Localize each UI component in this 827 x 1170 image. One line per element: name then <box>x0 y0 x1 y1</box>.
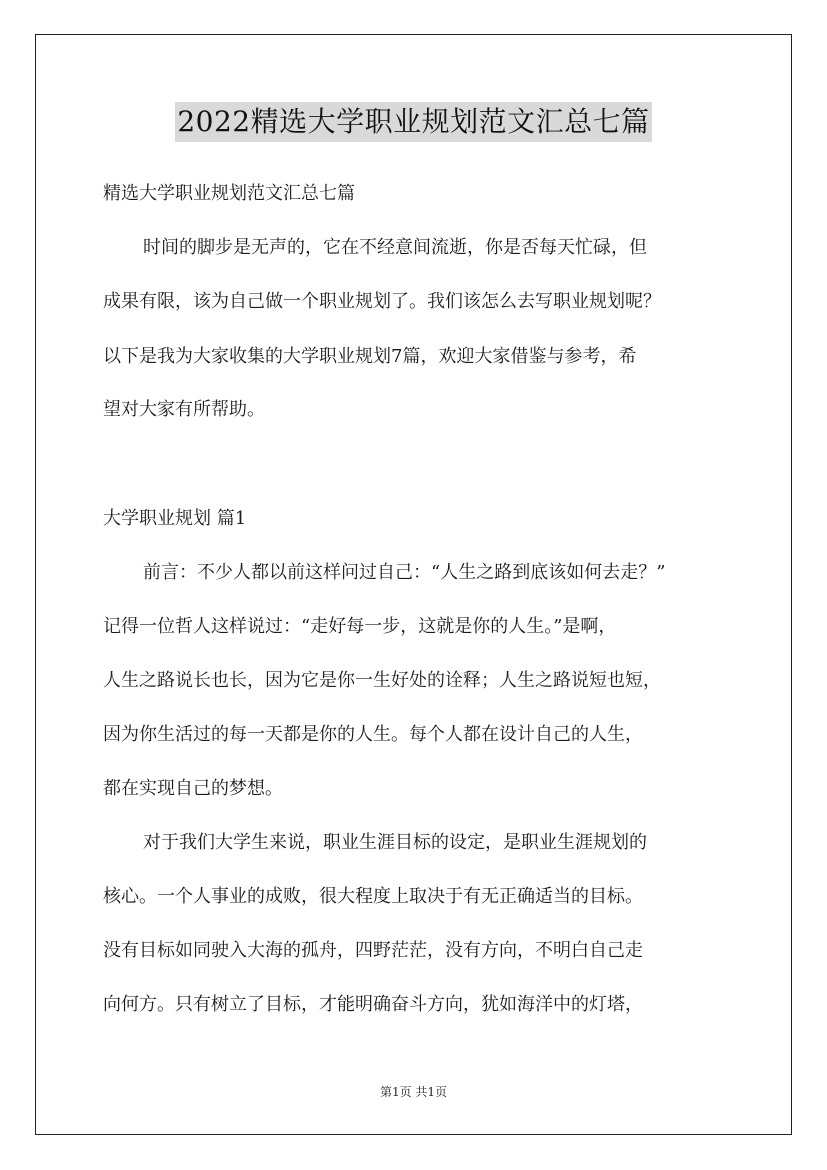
intro-line: 成果有限，该为自己做一个职业规划了。我们该怎么去写职业规划呢？ <box>103 291 661 312</box>
paragraph-line: 前言：不少人都以前这样问过自己：“人生之路到底该如何去走？” <box>143 562 666 583</box>
intro-line: 以下是我为大家收集的大学职业规划7篇，欢迎大家借鉴与参考，希 <box>103 346 637 367</box>
paragraph-line: 向何方。只有树立了目标，才能明确奋斗方向，犹如海洋中的灯塔， <box>103 994 643 1015</box>
paragraph-line: 核心。一个人事业的成败，很大程度上取决于有无正确适当的目标。 <box>103 886 643 907</box>
paragraph-line: 都在实现自己的梦想。 <box>103 778 283 799</box>
paragraph-line: 对于我们大学生来说，职业生涯目标的设定，是职业生涯规划的 <box>143 832 647 853</box>
intro-line: 时间的脚步是无声的，它在不经意间流逝，你是否每天忙碌，但 <box>143 237 647 258</box>
paragraph-line: 因为你生活过的每一天都是你的人生。每个人都在设计自己的人生， <box>103 724 643 745</box>
paragraph-line: 记得一位哲人这样说过：“走好每一步，这就是你的人生。”是啊， <box>103 616 617 637</box>
paragraph-line: 没有目标如同驶入大海的孤舟，四野茫茫，没有方向，不明白自己走 <box>103 940 643 961</box>
document-subtitle: 精选大学职业规划范文汇总七篇 <box>103 183 355 204</box>
document-title: 2022精选大学职业规划范文汇总七篇 <box>175 102 651 142</box>
section-heading: 大学职业规划 篇1 <box>103 508 247 529</box>
intro-line: 望对大家有所帮助。 <box>103 399 265 420</box>
title-container <box>0 102 827 142</box>
paragraph-line: 人生之路说长也长，因为它是你一生好处的诠释；人生之路说短也短， <box>103 670 661 691</box>
page-footer: 第1页 共1页 <box>379 1085 448 1099</box>
